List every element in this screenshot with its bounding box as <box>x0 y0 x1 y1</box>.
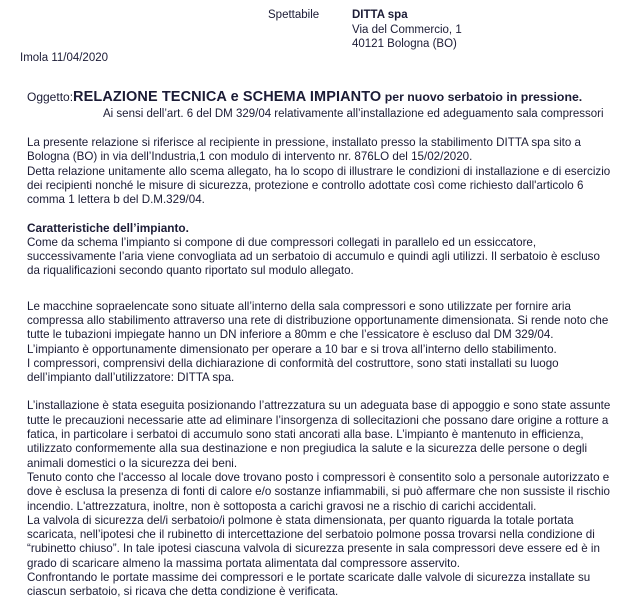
recipient-company: DITTA spa <box>352 9 408 21</box>
recipient-street: Via del Commercio, 1 <box>352 23 462 36</box>
paragraph-10: Confrontando le portate massime dei compressori e le portate scaricate dalle valvole di sicurezza installate su ciascun serbatoio, si ricava che detta condizione è verificata. <box>27 571 591 599</box>
paragraph-7: L’installazione è stata eseguita posizionando l’attrezzatura su un adeguata base di appoggio e sono state assunte tutte le precauzioni necessarie atte ad eliminare l’insorgenza di sollecitazioni che possano dare origine a rotture a fatica, in particolare i serbatoi di accumulo sono stati ancorati alla base. L’impianto è mantenuto in efficienza, utilizzato conformemente alla sua destinazione e non pregiudica la salute e la sicurezza delle persone o degli animali domestici o la sicurezza dei beni. <box>27 399 611 470</box>
attention-label: Spettabile <box>268 9 320 21</box>
place-and-date: Imola 11/04/2020 <box>20 52 109 64</box>
paragraph-8: Tenuto conto che l'accesso al locale dove trovano posto i compressori è consentito solo a personale autorizzato e dove è esclusa la presenza di fonti di calore e/o sostanze infiammabili, si può affermare che non sussiste il rischio incendio. L'attrezzatura, inoltre, non è sottoposta a carichi gravosi ne a rischio di carichi accidentali. <box>27 470 610 513</box>
recipient-city: 40121 Bologna (BO) <box>352 38 457 50</box>
spacer <box>27 279 615 293</box>
subject-subtitle: Ai sensi dell’art. 6 del DM 329/04 relativamente all’installazione ed adeguamento sala compressori <box>103 108 604 120</box>
paragraph-6: I compressori, comprensivi della dichiarazione di conformità del costruttore, sono stati installati su luogo dell’impianto dall’utilizzatore: DITTA spa. <box>27 356 559 385</box>
subject-title-tail: per nuovo serbatoio in pressione. <box>381 90 583 104</box>
paragraph-2: Detta relazione unitamente allo scema allegato, ha lo scopo di illustrare le condizioni di installazione e di esercizio dei recipienti nonché le misure di sicurezza, protezione e controllo adottate così come richiesto dall'articolo 6 comma 1 lettera b del D.M.329/04. <box>27 164 611 207</box>
subject-label: Oggetto: <box>27 90 74 104</box>
section-heading-caratteristiche: Caratteristiche dell’impianto. <box>27 221 189 236</box>
subject-title: RELAZIONE TECNICA e SCHEMA IMPIANTO <box>73 89 382 105</box>
document-body <box>27 136 615 600</box>
spacer <box>27 385 615 399</box>
paragraph-5: L’impianto è opportunamente dimensionato per operare a 10 bar e si trova all’interno dello stabilimento. <box>27 342 557 356</box>
paragraph-3: Come da schema l’impianto si compone di due compressori collegati in parallelo ed un essiccatore, successivamente l’aria viene convogliata ad un serbatoio di accumulo e quindi agli utilizzi. Il serbatoio è escluso da riqualificazioni secondo quanto riportato sul modulo allegato. <box>27 235 600 278</box>
paragraph-4: Le macchine sopraelencate sono situate all’interno della sala compressori e sono utilizzate per fornire aria compressa allo stabilimento attraverso una rete di distribuzione opportunamente dimensionata. Si rende noto che tutte le tubazioni impiegate hanno un DN inferiore a 80mm e che l’essicatore è escluso dal DM 329/04. <box>27 299 609 342</box>
subject-line <box>27 88 637 106</box>
paragraph-1: La presente relazione si riferisce al recipiente in pressione, installato presso la stabilimento DITTA spa sito a Bologna (BO) in via dell’Industria,1 con modulo di intervento nr. 876LO del 15/02/2020. <box>27 136 581 164</box>
recipient-address <box>352 8 462 52</box>
paragraph-9: La valvola di sicurezza del/i serbatoio/i polmone è stata dimensionata, per quanto riguarda la totale portata scaricata, nell’ipotesi che il rubinetto di intercettazione del serbatoio polmone possa trovarsi nella condizione di “rubinetto chiuso”. In tale ipotesi ciascuna valvola di sicurezza presente in sala compressori deve essere ed è in grado di scaricare almeno la massima portata alimentata dal compressore asservito. <box>27 513 600 570</box>
spacer <box>27 293 615 300</box>
spacer <box>27 207 615 221</box>
